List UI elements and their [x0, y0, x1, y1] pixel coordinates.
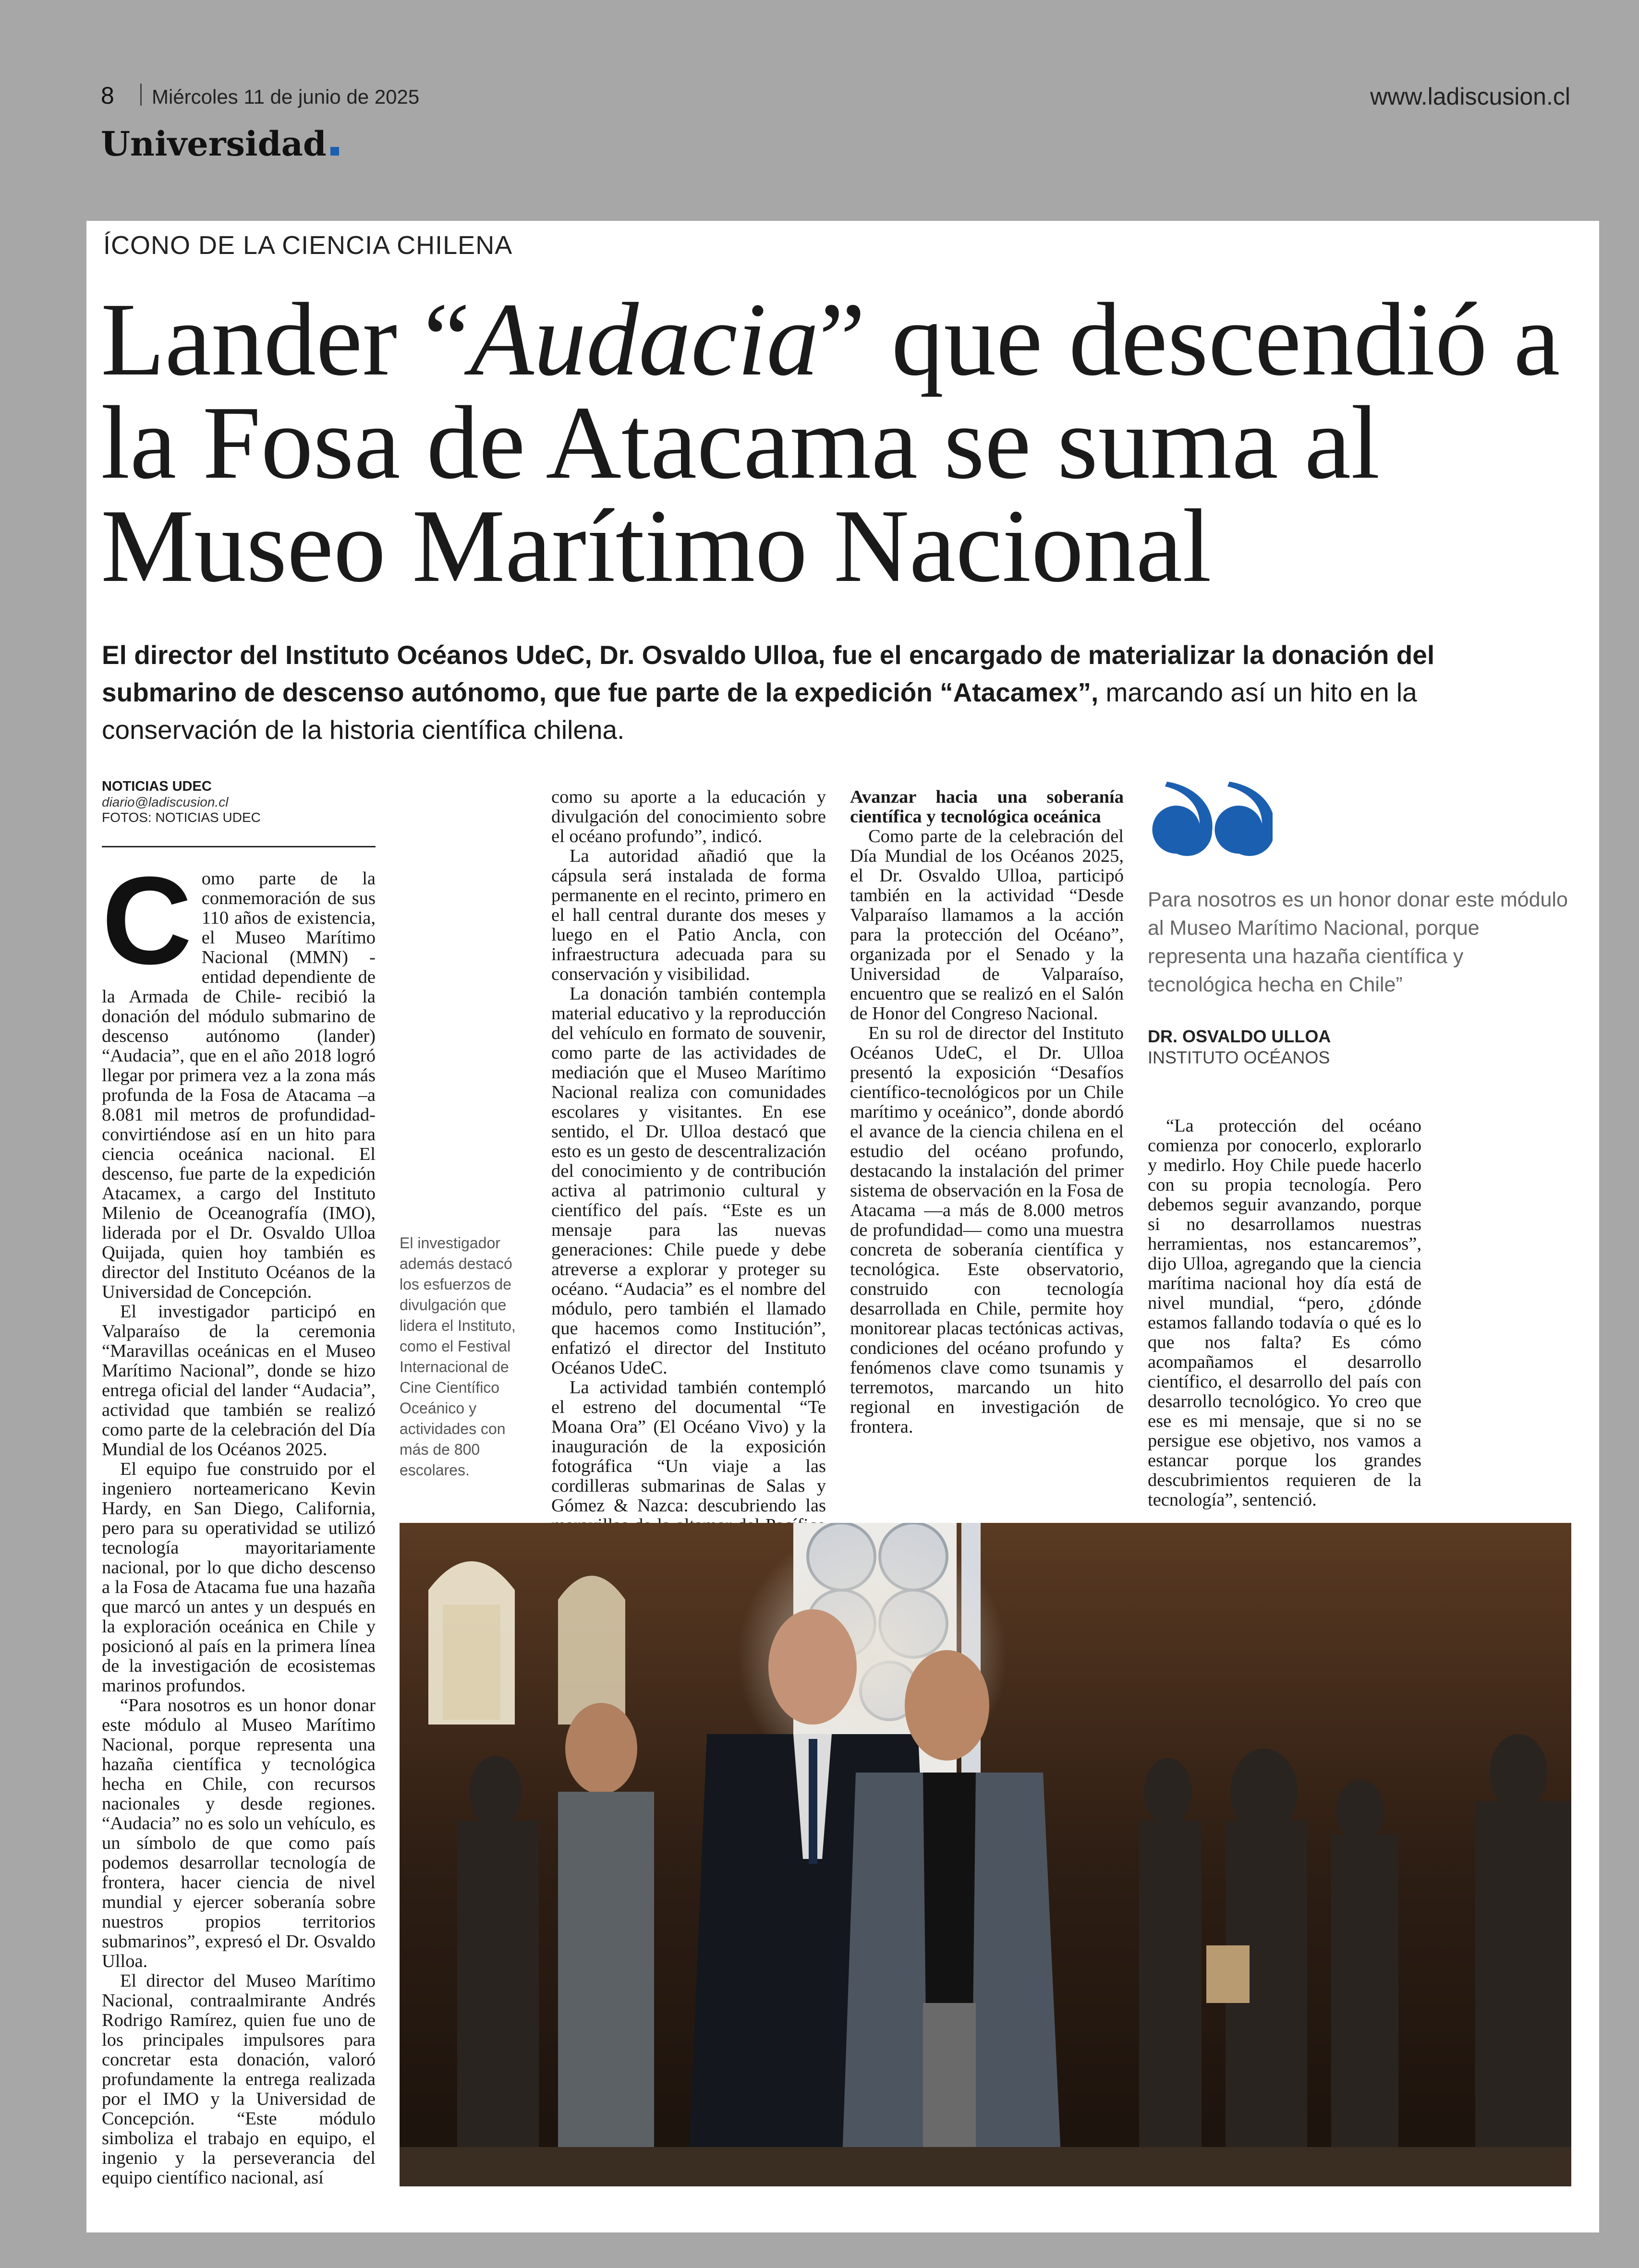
byline-photos: FOTOS: NOTICIAS UDEC	[102, 810, 261, 825]
quote-author: DR. OSVALDO ULLOA	[1148, 1026, 1331, 1046]
headline-part2: ” que descendió a la Fosa de Atacama se suma al Museo Marítimo Nacional	[101, 282, 1560, 604]
page-number: 8	[101, 82, 114, 109]
body-paragraph: La actividad también contempló el estreno del documental “Te Moana Ora” (El Océano Vivo) y la inauguración de la exposición fotográfica “Un viaje a las cordilleras submarinas de Salas y Gómez & Nazca: descubriendo las	[551, 1377, 826, 1516]
byline-email[interactable]: diario@ladiscusion.cl	[102, 795, 229, 809]
byline	[102, 779, 376, 825]
body-paragraph: La donación también contempla material educativo y la reproducción del vehículo en formato de souvenir, como parte de las actividades de mediación que el Museo Marítimo Nacional realiza con comunidades escolares y visitantes. En ese sentido, el Dr. Ulloa destacó que esto es un gesto de descentralización del conocimiento y de contribución activa al patrimonio cultural y científico del país. “Este es un mensaje para las nuevas generaciones: Chile puede y debe atreverse a explorar y proteger su océano. “Audacia” es el nombre del módulo, pero también el llamado que hacemos como Institución”, enfatizó el director del Instituto Océanos UdeC.	[551, 984, 826, 1378]
section-label	[101, 124, 339, 164]
body-paragraph: El investigador participó en Valparaíso de la ceremonia “Maravillas oceánicas en el Museo Marítimo Nacional”, donde se hizo entrega oficial del lander “Audacia”, actividad que también se realizó como parte de la celebración del Día Mundial de los Océanos 2025.	[102, 1302, 376, 1460]
header-divider	[140, 84, 142, 106]
kicker: ÍCONO DE LA CIENCIA CHILENA	[103, 231, 513, 260]
body-paragraph: El director del Museo Marítimo Nacional, contraalmirante Andrés Rodrigo Ramírez, quien fue uno de los principales impulsores para concretar esta donación, valoró profundamente la entrega realizada por el IMO y la Universidad de Concepción. “Este módulo simboliza el trabajo en equipo, el ingenio y la perseverancia del equipo científico nacional, así	[102, 1971, 376, 2188]
body-paragraph: La autoridad añadió que la cápsula será instalada de forma permanente en el recinto, primero en el hall central durante dos meses y luego en el Patio Ancla, con infraestructura adecuada para su conservación y visibilidad.	[551, 846, 826, 984]
double-quote-icon	[1148, 782, 1273, 858]
body-column-1	[102, 851, 376, 2188]
body-paragraph: “La protección del océano comienza por conocerlo, explorarlo y medirlo. Hoy Chile puede hacerlo con su propia tecnología. Pero debemos seguir avanzando, porque si no desarrollamos nuestras herramientas, nos estancaremos”, dijo Ulloa, agregando que la ciencia marítima nacional hoy día está de nivel mundial, “pero, ¿dónde estamos fallando todavía o qué es lo que nos falta? Es cómo acompañamos el desarrollo científico, el desarrollo del país con desarrollo tecnológico. Yo creo que ese es mi mensaje, que si no se persigue ese objetivo, nos vamos a estancar porque los grandes descubrimientos requieren de la tecnología”, sentenció.	[1148, 1116, 1421, 1510]
dek-regular: marcando así un hito en la conservación de la historia científica chilena.	[102, 677, 1417, 745]
headline-part1: Lander “	[101, 282, 470, 398]
body-paragraph: “Para nosotros es un honor donar este módulo al Museo Marítimo Nacional, porque representa una hazaña científica y tecnológica hecha en Chile, con recursos nacionales y desde regiones. “Audacia” no es solo un vehículo, es un símbolo de que como país podemos desarrollar tecnología de frontera, hacer ciencia de nivel mundial y ejercer soberanía sobre nuestros propios territorios submarinos”, expresó el Dr. Osvaldo Ulloa.	[102, 1695, 376, 1971]
issue-date: Miércoles 11 de junio de 2025	[152, 85, 420, 108]
body-paragraph: como su aporte a la educación y divulgación del conocimiento sobre el océano profundo”, indicó.	[551, 787, 826, 846]
dek-bold: El director del Instituto Océanos UdeC, Dr. Osvaldo Ulloa, fue el encargado de materializar la donación del submarino de descenso autónomo, que fue parte de la expedición “Atacamex”,	[102, 640, 1435, 707]
dek	[102, 636, 1571, 748]
body-paragraph: Como parte de la celebración del Día Mundial de los Océanos 2025, el Dr. Osvaldo Ulloa, participó también en la actividad “Desde Valparaíso llamamos a la acción para la protección del Océano”, organizada por el Senado y la Universidad de Valparaíso, encuentro que se realizó en el Salón de Honor del Congreso Nacional.	[850, 826, 1124, 1024]
page-header	[101, 82, 1570, 115]
website-link[interactable]: www.ladiscusion.cl	[1370, 83, 1570, 110]
pull-quote: Para nosotros es un honor donar este módulo al Museo Marítimo Nacional, porque representa una hazaña científica y tecnológica hecha en Chile”	[1148, 888, 1568, 996]
headline	[101, 282, 1566, 604]
paragraph-text: omo parte de la conmemoración de sus 110 años de existencia, el Museo Marítimo Nacional (MMN) -entidad dependiente de la Armada de Chile- recibió la donación del módulo submarino de descenso autónomo (lander) “Audacia”, que en el año 2018 logró llegar por primera vez a la zona más profunda de la Fosa de Atacama –a 8.081 mil metros de profundidad- convirtiéndose así en un hito para ciencia oceánica nacional. El descenso, fue parte de la expedición Atacamex, a cargo del Instituto Milenio de Oceanografía (IMO), liderada por el Dr. Osvaldo Ulloa Quijada, quien hoy también es director del Instituto Océanos de la Universidad de Concepción.	[102, 869, 376, 1302]
drop-cap: C	[102, 851, 192, 990]
event-photo	[400, 1523, 1571, 2186]
body-column-3	[850, 787, 1124, 1437]
subheading: Avanzar hacia una soberanía científica y tecnológica oceánica	[850, 787, 1124, 827]
body-column-4	[1148, 1116, 1421, 1510]
body-paragraph	[102, 851, 376, 1302]
byline-author: NOTICIAS UDEC	[102, 779, 212, 794]
quote-organization: INSTITUTO OCÉANOS	[1148, 1048, 1330, 1067]
section-dot	[330, 147, 339, 156]
body-paragraph: El equipo fue construido por el ingeniero norteamericano Kevin Hardy, en San Diego, California, pero para su operatividad se utilizó tecnología mayoritariamente nacional, por lo que dicho descenso a la Fosa de Atacama fue una hazaña que marcó un antes y un después en la exploración oceánica en Chile y posicionó al país en la primera línea de la investigación de ecosistemas marinos profundos.	[102, 1459, 376, 1696]
section-name: Universidad	[101, 124, 327, 164]
byline-divider	[102, 846, 376, 847]
headline-italic: Audacia	[470, 282, 819, 398]
body-paragraph: En su rol de director del Instituto Océanos UdeC, el Dr. Ulloa presentó la exposición “Desafíos científico-tecnológicos por un Chile marítimo y oceánico”, donde abordó el avance de la ciencia chilena en el estudio del océano profundo, destacando la instalación del primer sistema de observación en la Fosa de Atacama —a más de 8.000 metros de profundidad— como una muestra concreta de soberanía científica y tecnológica. Este observatorio, construido con tecnología desarrollada en Chile, permite hoy monitorear placas tectónicas activas, condiciones del océano profundo y fenómenos clave como tsunamis y terremotos, marcando un hito regional en investigación de frontera.	[850, 1023, 1124, 1437]
body-column-2	[551, 787, 826, 1555]
sidebar-note: El investigador además destacó los esfuerzos de divulgación que lidera el Instituto, como el Festival Internacional de Cine Científico Oceánico y actividades con más de 800 escolares.	[400, 1234, 516, 1479]
